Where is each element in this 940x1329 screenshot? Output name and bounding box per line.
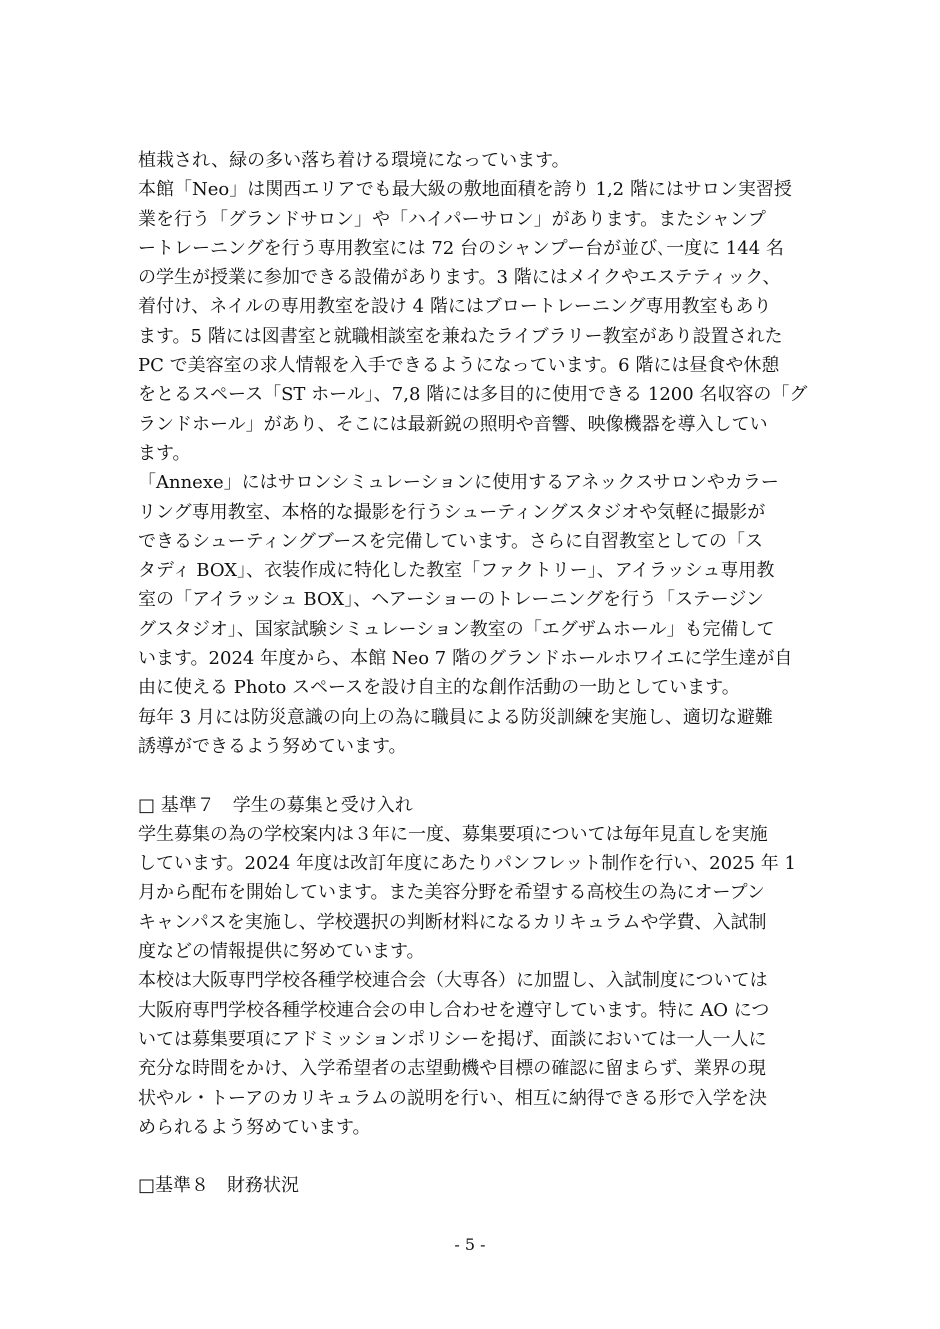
paragraph-line: 度などの情報提供に努めています。	[138, 941, 425, 963]
blank-line	[138, 761, 808, 790]
paragraph-line: 着付け、ネイルの専用教室を設け 4 階にはブロートレーニング専用教室もあり	[138, 296, 772, 318]
facilities-section	[138, 146, 808, 761]
standard8-section	[138, 1171, 808, 1200]
blank-line	[138, 1142, 808, 1171]
paragraph-line: 業を行う「グランドサロン」や「ハイパーサロン」があります。またシャンプ	[138, 208, 766, 230]
paragraph-line: 月から配布を開始しています。また美容分野を希望する高校生の為にオープン	[138, 882, 765, 904]
section-heading: □ 基準７ 学生の募集と受け入れ	[138, 794, 413, 816]
page-number: - 5 -	[454, 1235, 486, 1254]
paragraph-line: 室の「アイラッシュ BOX」、ヘアーショーのトレーニングを行う「ステージン	[138, 589, 764, 611]
paragraph-line: できるシューティングブースを完備しています。さらに自習教室としての「ス	[138, 530, 763, 552]
paragraph-line: PC で美容室の求人情報を入手できるようになっています。6 階には昼食や休憩	[138, 355, 780, 377]
paragraph-line: 毎年 3 月には防災意識の向上の為に職員による防災訓練を実施し、適切な避難	[138, 706, 773, 728]
paragraph-line: グスタジオ」、国家試験シミュレーション教室の「エグザムホール」も完備して	[138, 618, 775, 640]
paragraph-line: 由に使える Photo スペースを設け自主的な創作活動の一助としています。	[138, 677, 740, 699]
paragraph-line: いては募集要項にアドミッションポリシーを掲げ、面談においては一人一人に	[138, 1028, 767, 1050]
paragraph-line: 植栽され、緑の多い落ち着ける環境になっています。	[138, 150, 570, 171]
paragraph-line: しています。2024 年度は改訂年度にあたりパンフレット制作を行い、2025 年 1	[138, 853, 796, 875]
paragraph-line: リング専用教室、本格的な撮影を行うシューティングスタジオや気軽に撮影が	[138, 501, 766, 523]
section-heading: □基準８ 財務状況	[138, 1175, 300, 1197]
paragraph-line: います。2024 年度から、本館 Neo 7 階のグランドホールホワイエに学生達が自	[138, 648, 793, 670]
paragraph-line: の学生が授業に参加できる設備があります。3 階にはメイクやエステティック、	[138, 267, 781, 289]
paragraph-line: 学生募集の為の学校案内は３年に一度、募集要項については毎年見直しを実施	[138, 823, 768, 845]
paragraph-line: 本館「Neo」は関西エリアでも最大級の敷地面積を誇り 1,2 階にはサロン実習授	[138, 179, 792, 201]
paragraph-line: をとるスペース「ST ホール」、7,8 階には多目的に使用できる 1200 名収容の「グ	[138, 384, 808, 406]
paragraph-line: 「Annexe」にはサロンシミュレーションに使用するアネックスサロンやカラー	[138, 472, 779, 494]
paragraph-line: 充分な時間をかけ、入学希望者の志望動機や目標の確認に留まらず、業界の現	[138, 1058, 766, 1080]
paragraph-line: められるよう努めています。	[138, 1116, 371, 1138]
paragraph-line: キャンパスを実施し、学校選択の判断材料になるカリキュラムや学費、入試制	[138, 911, 767, 933]
paragraph-line: ートレーニングを行う専用教室には 72 台のシャンプー台が並び､一度に 144 名	[138, 237, 784, 259]
paragraph-line: ます。	[138, 442, 191, 464]
paragraph-line: 誘導ができるよう努めています。	[138, 735, 407, 757]
paragraph-line: ランドホール」があり、そこには最新鋭の照明や音響、映像機器を導入してい	[138, 413, 768, 435]
paragraph-line: 状やル・トーアのカリキュラムの説明を行い、相互に納得できる形で入学を決	[138, 1087, 767, 1109]
paragraph-line: ます。5 階には図書室と就職相談室を兼ねたライブラリー教室があり設置された	[138, 325, 783, 347]
document-body	[138, 146, 808, 1201]
paragraph-line: 大阪府専門学校各種学校連合会の申し合わせを遵守しています。特に AO につ	[138, 999, 770, 1021]
paragraph-line: 本校は大阪専門学校各種学校連合会（大専各）に加盟し、入試制度については	[138, 970, 768, 992]
standard7-section	[138, 791, 808, 1143]
paragraph-line: タディ BOX」、衣装作成に特化した教室「ファクトリー」、アイラッシュ専用教	[138, 560, 775, 582]
